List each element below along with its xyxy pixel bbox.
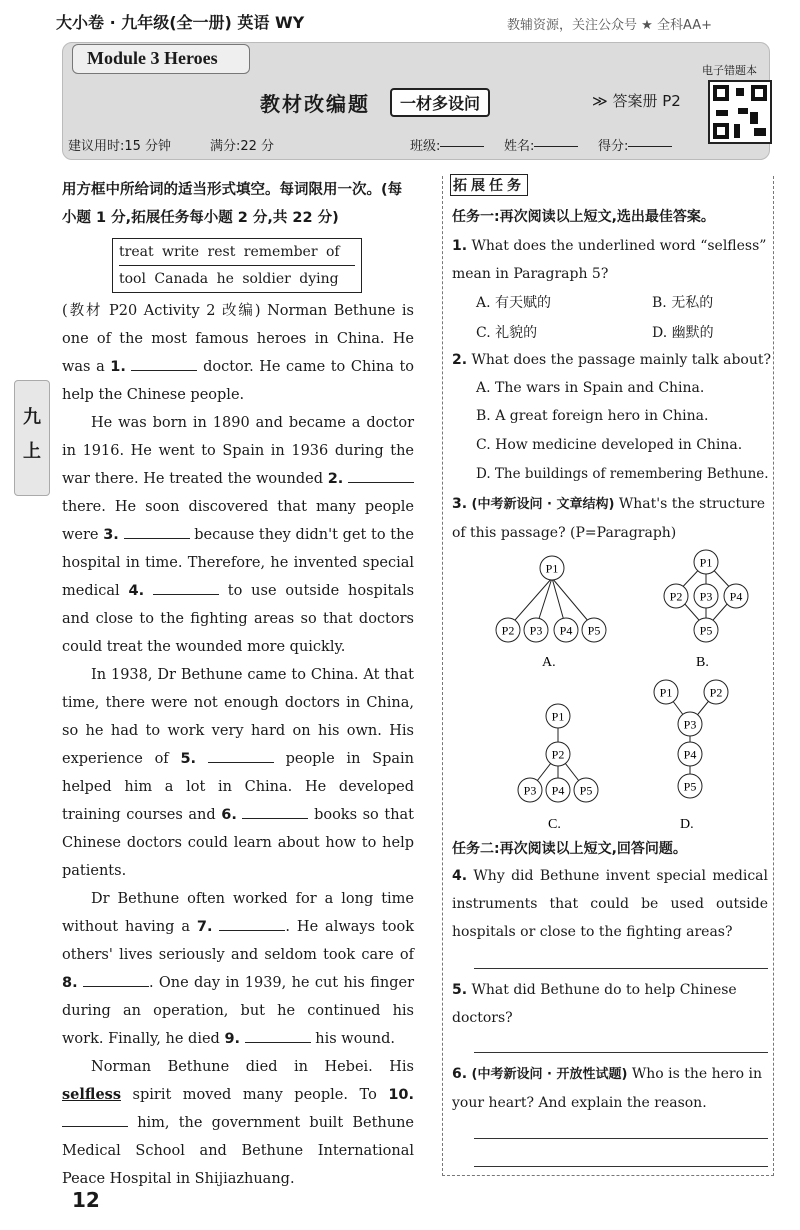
- class-field[interactable]: [440, 135, 484, 147]
- diagram-node: [678, 742, 702, 766]
- diagram-node: [540, 556, 564, 580]
- blank-number: 1.: [110, 359, 126, 375]
- answer-blank[interactable]: [219, 917, 285, 931]
- question-4: 4. Why did Bethune invent special medical instruments that could be used outside hospitals or close to the fighting areas?: [452, 868, 768, 940]
- answer-blank[interactable]: [62, 1113, 128, 1127]
- diagram-node: [694, 618, 718, 642]
- points-label: 得分:: [598, 139, 629, 154]
- diagram-node-label: P4: [551, 783, 565, 798]
- paragraph-4: Dr Bethune often worked for a long time without having a 7. . He always took others' lives seriously and seldom took care of 8. . One day in 1939, he cut his finger during an operation, but he continued his work. Finally, he died 9. his wound.: [62, 891, 415, 1047]
- answer-line[interactable]: [474, 968, 768, 969]
- diagram-node-label: P1: [551, 709, 565, 724]
- diagram-node-label: P3: [683, 717, 697, 732]
- answer-reference: ≫ 答案册 P2: [592, 92, 681, 110]
- diagram-node-label: P3: [529, 623, 543, 638]
- blank-number: 4.: [128, 583, 145, 599]
- diagram-node: [496, 618, 520, 642]
- time-label: 建议用时:15 分钟: [68, 139, 172, 154]
- diagram-node-label: P1: [545, 561, 559, 576]
- diagram-node: [554, 618, 578, 642]
- question-3: 3. (中考新设问 · 文章结构) What's the structure of this passage? (P=Paragraph): [452, 496, 766, 541]
- diagram-node: [582, 618, 606, 642]
- word-box-row: tool Canada he soldier dying: [119, 265, 355, 292]
- diagram-node-label: P1: [659, 685, 673, 700]
- paragraph-5: Norman Bethune died in Hebei. His selfless spirit moved many people. To 10. him, the government built Bethune Medical School and Bethune International Peace Hospital in Shijiazhuang.: [62, 1059, 415, 1187]
- points-field[interactable]: [628, 135, 672, 147]
- subtitle-badge: 一材多设问: [390, 88, 490, 117]
- underlined-word: selfless: [62, 1086, 121, 1103]
- q2-option[interactable]: D. The buildings of remembering Bethune.: [476, 466, 769, 482]
- diagram-node: [574, 778, 598, 802]
- q1-option[interactable]: B. 无私的: [652, 295, 714, 311]
- score-label: 满分:22 分: [210, 139, 275, 154]
- diagram-node: [704, 680, 728, 704]
- blank-number: 5.: [180, 751, 197, 767]
- cloze-passage: [62, 176, 414, 1193]
- qr-code-icon[interactable]: [708, 80, 772, 144]
- diagram-label: A.: [542, 655, 556, 670]
- name-field[interactable]: [534, 135, 578, 147]
- answer-line[interactable]: [474, 1166, 768, 1167]
- answer-line[interactable]: [474, 1138, 768, 1139]
- answer-blank[interactable]: [348, 469, 414, 483]
- diagram-node-label: P4: [729, 589, 743, 604]
- qr-label: 电子错题本: [702, 64, 757, 77]
- answer-blank[interactable]: [83, 973, 149, 987]
- diagram-node: [678, 712, 702, 736]
- word-box: [112, 238, 362, 293]
- instruction: 用方框中所给词的适当形式填空。每词限用一次。(每小题 1 分,拓展任务每小题 2 分,共 22 分): [62, 182, 403, 226]
- page-title: 教材改编题: [260, 92, 370, 116]
- paragraph-3: In 1938, Dr Bethune came to China. At that time, there were not enough doctors in China, so he had to work very hard on his own. His experience of 5. people in Spain helped him a lot in China. He developed training courses and 6. books so that Chinese doctors could learn about how to help patients.: [62, 667, 415, 879]
- q1-option[interactable]: A. 有天赋的: [476, 295, 552, 311]
- module-title: Module 3 Heroes: [72, 44, 250, 74]
- paragraph-2: He was born in 1890 and became a doctor in 1916. He went to Spain in 1936 during the war there. He treated the wounded 2. there. He soon discovered that many people were 3. because they didn't get to the hospital in time. Therefore, he invented special medical 4. to use outside hospitals and close to the fighting areas so that doctors could treat the wounded more quickly.: [62, 415, 415, 655]
- task-one-heading: 任务一:再次阅读以上短文,选出最佳答案。: [452, 209, 715, 225]
- grade-side-tab: [14, 380, 50, 496]
- diagram-node: [724, 584, 748, 608]
- answer-blank[interactable]: [153, 581, 219, 595]
- diagram-node-label: P1: [699, 555, 713, 570]
- q1-option[interactable]: D. 幽默的: [652, 325, 714, 341]
- structure-diagrams: [444, 548, 774, 838]
- diagram-node: [546, 704, 570, 728]
- blank-number: 10.: [388, 1087, 415, 1103]
- side-tab-char: 九: [23, 407, 41, 428]
- diagram-node-label: P5: [587, 623, 601, 638]
- diagram-node: [654, 680, 678, 704]
- extension-tag: 拓展任务: [450, 174, 528, 196]
- diagram-node-label: P3: [523, 783, 537, 798]
- diagram-node: [694, 584, 718, 608]
- q2-option[interactable]: C. How medicine developed in China.: [476, 437, 743, 453]
- blank-number: 8.: [62, 975, 78, 991]
- q2-option[interactable]: A. The wars in Spain and China.: [476, 380, 705, 396]
- blank-number: 3.: [103, 527, 119, 543]
- page-number: 12: [72, 1188, 100, 1212]
- question-6: 6. (中考新设问 · 开放性试题) Who is the hero in your heart? And explain the reason.: [452, 1066, 762, 1111]
- word-box-row: treat write rest remember of: [119, 244, 340, 260]
- answer-blank[interactable]: [124, 525, 190, 539]
- diagram-node-label: P2: [669, 589, 683, 604]
- diagram-label: D.: [680, 817, 694, 832]
- blank-number: 6.: [221, 807, 237, 823]
- diagram-node-label: P2: [551, 747, 565, 762]
- question-5: 5. What did Bethune do to help Chinese doctors?: [452, 982, 737, 1026]
- blank-number: 7.: [196, 919, 213, 935]
- diagram-node-label: P2: [709, 685, 723, 700]
- diagram-node: [678, 774, 702, 798]
- answer-line[interactable]: [474, 1052, 768, 1053]
- blank-number: 2.: [327, 471, 344, 487]
- answer-blank[interactable]: [245, 1029, 311, 1043]
- question-1: 1. What does the underlined word “selfless” mean in Paragraph 5?: [452, 238, 767, 282]
- diagram-node: [664, 584, 688, 608]
- diagram-node-label: P5: [699, 623, 713, 638]
- q1-option[interactable]: C. 礼貌的: [476, 325, 538, 341]
- diagram-node-label: P5: [683, 779, 697, 794]
- diagram-node-label: P4: [559, 623, 573, 638]
- class-label: 班级:: [410, 139, 441, 154]
- answer-blank[interactable]: [208, 749, 274, 763]
- diagram-node: [524, 618, 548, 642]
- diagram-node-label: P2: [501, 623, 515, 638]
- diagram-node: [518, 778, 542, 802]
- diagram-node: [694, 550, 718, 574]
- book-title: 大小卷 · 九年级(全一册) 英语 WY: [56, 13, 305, 32]
- diagram-node-label: P3: [699, 589, 713, 604]
- q2-option[interactable]: B. A great foreign hero in China.: [476, 408, 709, 424]
- answer-blank[interactable]: [242, 805, 308, 819]
- promo-text: 教辅资源，关注公众号 ★ 全科AA+: [507, 18, 712, 33]
- side-tab-char: 上: [23, 441, 41, 462]
- question-2: 2. What does the passage mainly talk about?: [452, 352, 771, 368]
- diagram-label: B.: [696, 655, 709, 670]
- diagram-node: [546, 742, 570, 766]
- diagram-node-label: P5: [579, 783, 593, 798]
- task-two-heading: 任务二:再次阅读以上短文,回答问题。: [452, 841, 687, 857]
- answer-blank[interactable]: [131, 357, 197, 371]
- name-label: 姓名:: [504, 139, 535, 154]
- diagram-node: [546, 778, 570, 802]
- diagram-node-label: P4: [683, 747, 697, 762]
- diagram-label: C.: [548, 817, 561, 832]
- blank-number: 9.: [224, 1031, 241, 1047]
- paragraph-1: (教材 P20 Activity 2 改编) Norman Bethune is one of the most famous heroes in China. He was a 1. doctor. He came to China to help the Chinese people.: [62, 303, 415, 403]
